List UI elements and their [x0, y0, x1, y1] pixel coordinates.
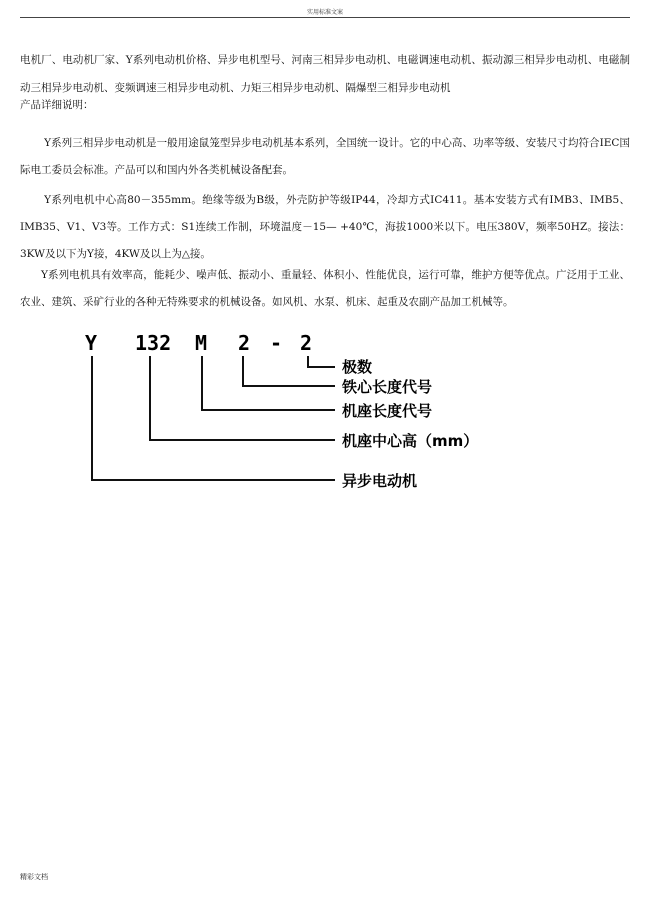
label-async-motor: 异步电动机: [342, 472, 418, 490]
leader-poles: [308, 356, 335, 367]
leader-series: [92, 356, 335, 480]
leader-frame-length: [202, 356, 335, 410]
model-code-svg: [70, 322, 507, 497]
model-code-diagram: [70, 322, 507, 497]
features-paragraph: Y系列电机具有效率高，能耗少、噪声低、振动小、重量轻、体积小、性能优良，运行可靠，维护方便等优点。广泛用于工业、农业、建筑、采矿行业的各种无特殊要求的机械设备。如风机、水泵、机床、起重及农副产品加工机械等。: [20, 269, 630, 308]
code-poles: 2: [300, 331, 313, 355]
product-details-heading: 产品详细说明：: [20, 99, 94, 111]
label-frame-length: 机座长度代号: [342, 402, 433, 420]
code-core-length: 2: [238, 331, 251, 355]
header-rule: [20, 17, 630, 18]
leader-core-length: [243, 356, 335, 386]
code-dash: -: [270, 331, 283, 355]
page-header-title: 实用标准文案: [306, 9, 343, 16]
code-frame-length: M: [195, 331, 208, 355]
specs-paragraph: Y系列电机中心高80－355mm。绝缘等级为B级，外壳防护等级IP44，冷却方式IC411。基本安装方式有IMB3、IMB5、IMB35、V1、V3等。工作方式：S1连续工作制，环境温度－15— +40℃，海拔1000米以下。电压380V，频率50HZ。接法：3KW及以下为Y接，4KW及以上为△接。: [20, 194, 630, 260]
label-core-length: 铁心长度代号: [342, 378, 433, 396]
keywords-paragraph: 电机厂、电动机厂家、Y系列电动机价格、异步电机型号、河南三相异步电动机、电磁调速电动机、振动源三相异步电动机、电磁制动三相异步电动机、变频调速三相异步电动机、力矩三相异步电动机、隔爆型三相异步电动机: [20, 54, 630, 94]
code-frame-height: 132: [135, 331, 172, 355]
label-frame-height: 机座中心高（mm）: [342, 432, 479, 450]
code-series: Y: [85, 331, 98, 355]
page-footer: 精彩文档: [20, 873, 48, 881]
intro-paragraph: Y系列三相异步电动机是一般用途鼠笼型异步电动机基本系列，全国统一设计。它的中心高、功率等级、安装尺寸均符合IEC国际电工委员会标准。产品可以和国内外各类机械设备配套。: [20, 137, 630, 176]
label-poles: 极数: [342, 358, 373, 376]
